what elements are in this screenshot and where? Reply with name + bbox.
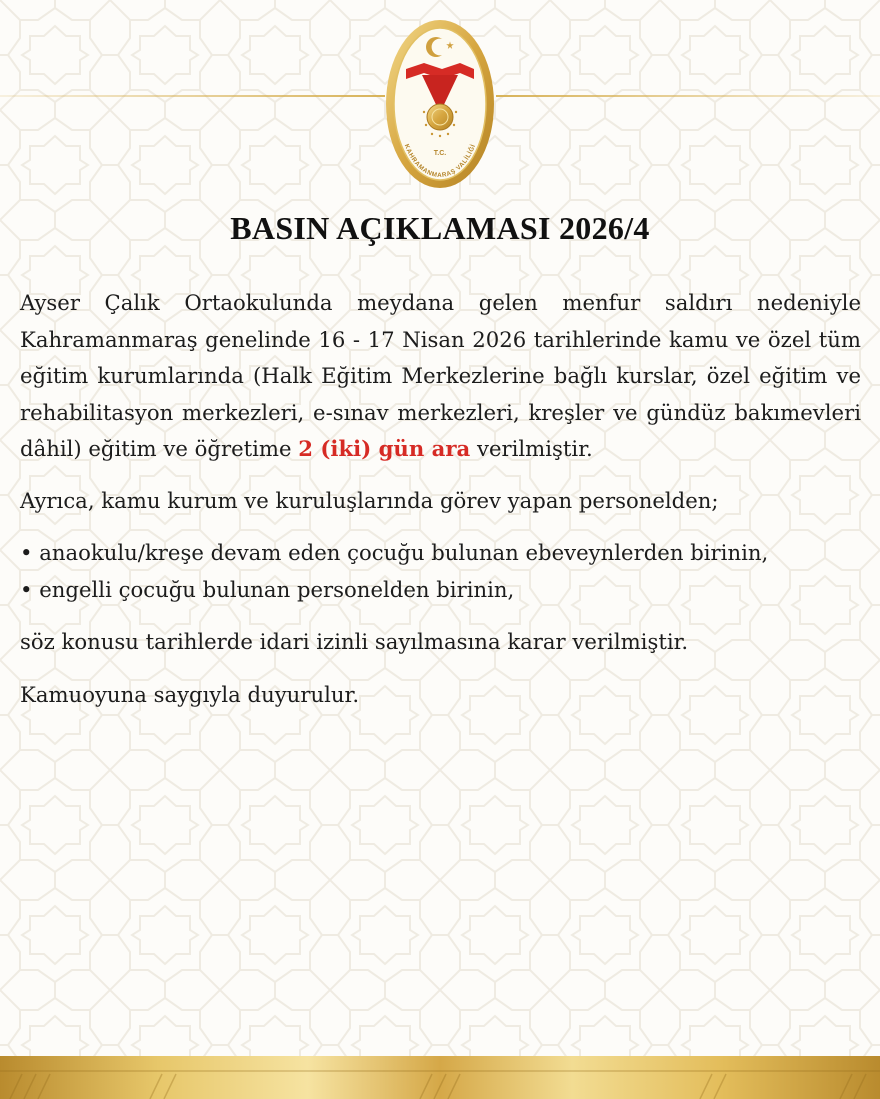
- page-title: BASIN AÇIKLAMASI 2026/4: [230, 210, 650, 246]
- paragraph-personnel-intro: Ayrıca, kamu kurum ve kuruluşlarında görev yapan personelden;: [20, 487, 719, 513]
- press-release-body: [20, 285, 861, 713]
- paragraph-announcement-text: Ayser Çalık Ortaokulunda meydana gelen menfur saldırı nedeniyle Kahramanmaraş genelinde 16 - 17 Nisan 2026 tarihlerinde kamu ve özel tüm eğitim kurumlarında (Halk Eğitim Merkezlerine bağlı kurslar, özel eğitim ve rehabilitasyon merkezleri, e-sınav merkezleri, kreşler ve gündüz bakımevleri dâhil) eğitim ve öğretime: [20, 290, 861, 461]
- governorship-emblem: [384, 17, 496, 191]
- header-rule-left: [0, 95, 385, 97]
- emblem-prefix: T.C.: [433, 150, 447, 157]
- paragraph-announcement-suffix: verilmiştir.: [470, 436, 593, 461]
- paragraph-closing: Kamuoyuna saygıyla duyurulur.: [20, 681, 360, 707]
- footer-band-ornament: [0, 1056, 880, 1099]
- break-duration-highlight: 2 (iki) gün ara: [298, 436, 471, 461]
- bullet-item-disabled-child: • engelli çocuğu bulunan personelden birinin,: [20, 576, 515, 602]
- bullet-item-preschool-parent: • anaokulu/kreşe devam eden çocuğu bulunan ebeveynlerden birinin,: [20, 540, 769, 565]
- emblem-arc-text: KAHRAMANMARAŞ VALİLİĞİ: [402, 143, 478, 180]
- paragraph-announcement: [20, 285, 861, 468]
- paragraph-administrative-leave: söz konusu tarihlerde idari izinli sayılmasına karar verilmiştir.: [20, 629, 689, 654]
- header-rule-right: [496, 95, 880, 97]
- personnel-bullet-list: [20, 535, 861, 608]
